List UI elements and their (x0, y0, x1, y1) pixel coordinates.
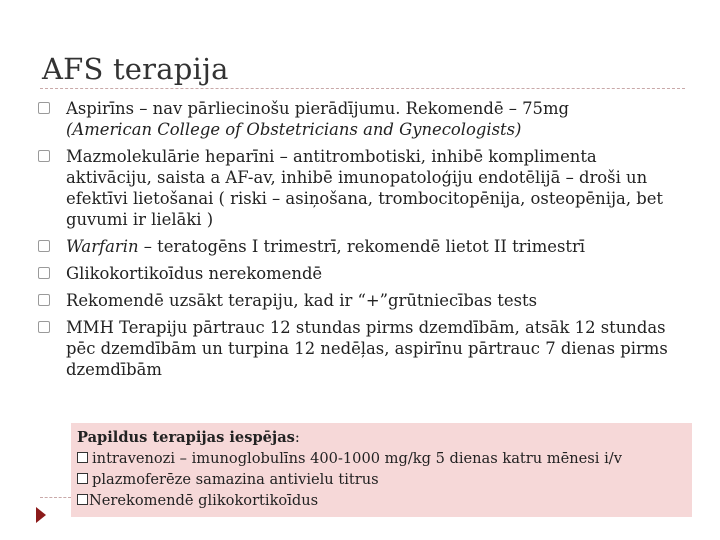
bullet-item (38, 263, 683, 284)
bullet-box-icon (38, 150, 50, 162)
bullet-item (38, 317, 683, 380)
bullet-text: Rekomendē uzsākt terapiju, kad ir “+”grūtniecības tests (66, 291, 537, 310)
bullet-text: Mazmolekulārie heparīni – antitrombotiski, inhibē komplimenta aktivāciju, saista a AF-av, inhibē imunopatoloģiju endotēlijā – droši un efektīvi lietošanai ( riski – asiņošana, trombocitopēnija, osteopēnija, bet guvumi ir lielāki ) (66, 147, 664, 229)
bullet-box-icon (38, 267, 50, 279)
info-box-heading: Papildus terapijas iespējas (77, 429, 295, 446)
bullet-box-icon (38, 294, 50, 306)
info-box-item-text: Nerekomendē glikokortikoīdus (89, 492, 319, 509)
bullet-text: – teratogēns I trimestrī, rekomendē lietot II trimestrī (138, 237, 586, 256)
info-box-item-text: intravenozi – imunoglobulīns 400-1000 mg/kg 5 dienas katru mēnesi i/v (92, 450, 622, 467)
bullet-box-icon (38, 321, 50, 333)
bottom-divider (40, 497, 71, 498)
bullet-box-icon (38, 240, 50, 252)
info-box (71, 423, 692, 517)
slide-title: AFS terapija (42, 52, 229, 86)
checkbox-icon (77, 473, 88, 484)
play-arrow-icon[interactable] (35, 506, 47, 524)
bullet-box-icon (38, 102, 50, 114)
bullet-item (38, 236, 683, 257)
info-box-item (77, 490, 692, 511)
checkbox-icon (77, 494, 88, 505)
info-box-item (77, 469, 692, 490)
bullet-italic-text: (American College of Obstetricians and Gynecologists) (66, 120, 522, 139)
info-box-heading-colon: : (294, 429, 300, 446)
info-box-item-text: plazmoferēze samazina antivielu titrus (92, 471, 379, 488)
bullet-text: MMH Terapiju pārtrauc 12 stundas pirms dzemdībām, atsāk 12 stundas pēc dzemdībām un turpina 12 nedēļas, aspirīnu pārtrauc 7 dienas pirms dzemdībām (66, 318, 668, 379)
bullet-italic-text: Warfarin (66, 237, 139, 256)
bullet-text: Glikokortikoīdus nerekomendē (66, 264, 323, 283)
checkbox-icon (77, 452, 88, 463)
title-divider (40, 88, 685, 89)
bullet-list (38, 98, 683, 386)
bullet-item (38, 98, 683, 140)
bullet-item (38, 146, 683, 230)
info-box-item (77, 448, 692, 469)
bullet-text: Aspirīns – nav pārliecinošu pierādījumu. Rekomendē – 75mg (66, 99, 570, 118)
bullet-item (38, 290, 683, 311)
